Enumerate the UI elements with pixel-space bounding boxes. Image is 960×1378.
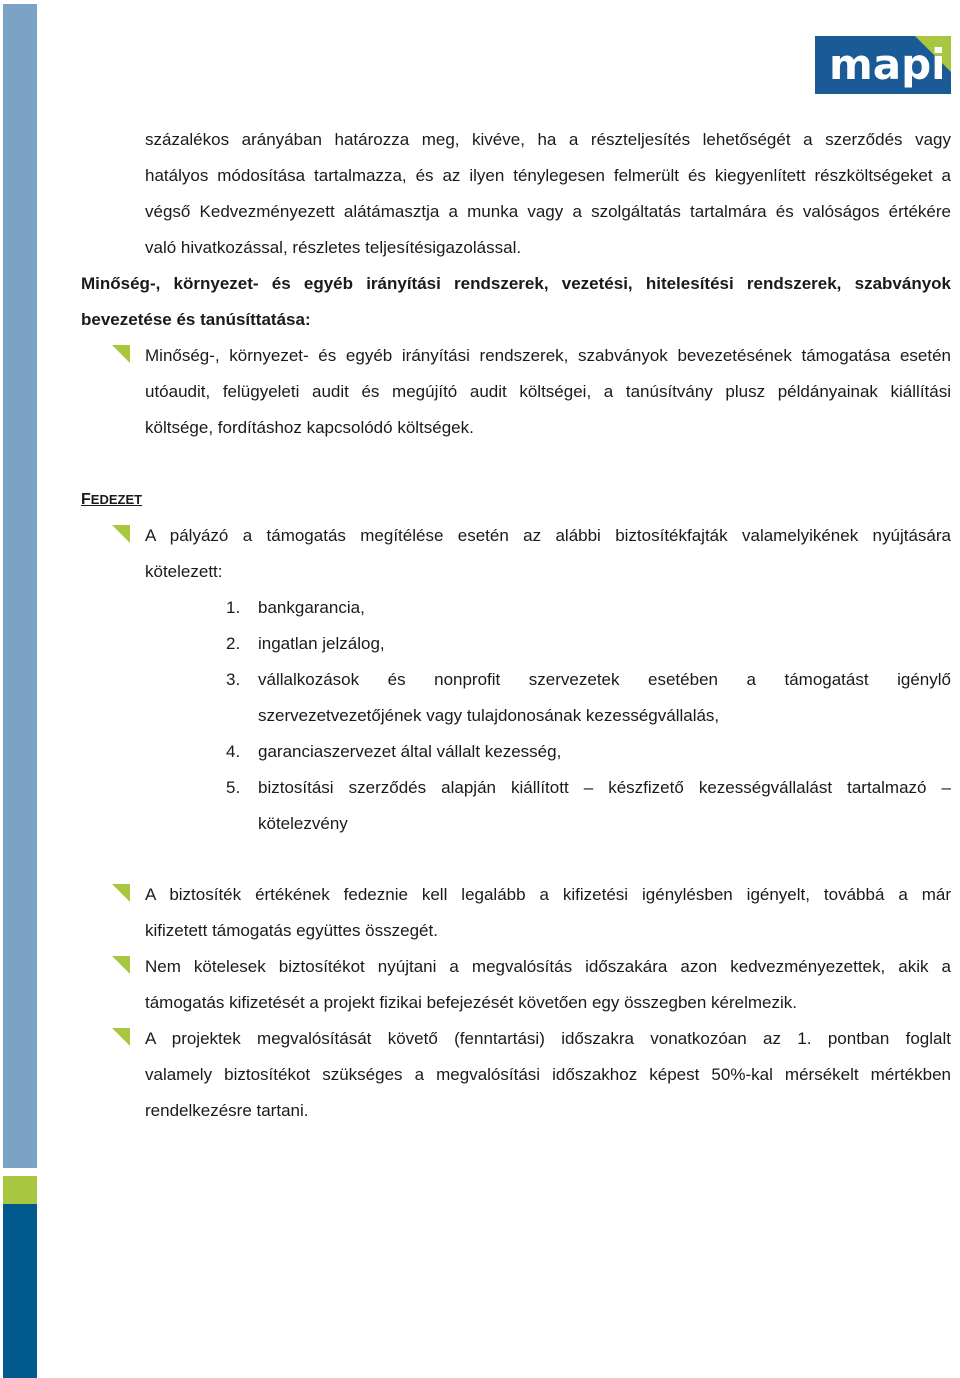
bullet-line: valamely biztosítékot szükséges a megvalósítási időszakhoz képest 50%-kal mérsékelt mértékben <box>145 1065 951 1084</box>
bullet-triangle-icon <box>112 345 130 363</box>
list-number: 3. <box>226 670 241 689</box>
bullet-triangle-icon <box>112 525 130 543</box>
list-item-continuation: kötelezvény <box>258 814 348 833</box>
quality-heading-line: bevezetése és tanúsíttatása: <box>81 310 311 329</box>
list-number: 1. <box>226 598 241 617</box>
bullet-line: támogatás kifizetését a projekt fizikai befejezését követően egy összegben kérelmezik. <box>145 993 798 1012</box>
list-item: garanciaszervezet által vállalt kezesség, <box>258 742 562 761</box>
bullet-line: rendelkezésre tartani. <box>145 1101 309 1120</box>
quality-heading-line: Minőség-, környezet- és egyéb irányítási rendszerek, vezetési, hitelesítési rendszerek, szabványok <box>81 274 951 293</box>
fedezet-intro-line: kötelezett: <box>145 562 223 581</box>
list-number: 2. <box>226 634 241 653</box>
side-bar-light-blue <box>3 4 37 1168</box>
intro-line: százalékos arányában határozza meg, kivéve, ha a részteljesítés lehetőségét a szerződés vagy <box>145 130 951 149</box>
side-bar-green <box>3 1176 37 1204</box>
intro-line: hatályos módosítása tartalmazza, és az ilyen ténylegesen felmerült és kiegyenlített részköltségeket a <box>145 166 951 185</box>
side-bar-dark-blue <box>3 1204 37 1378</box>
fedezet-intro-line: A pályázó a támogatás megítélése esetén az alábbi biztosítékfajták valamelyikének nyújtására <box>145 526 951 545</box>
mapi-logo <box>815 36 951 94</box>
list-item: bankgarancia, <box>258 598 365 617</box>
bullet-triangle-icon <box>112 956 130 974</box>
fedezet-heading <box>81 482 142 518</box>
intro-line: való hivatkozással, részletes teljesítésigazolással. <box>145 238 522 257</box>
list-number: 5. <box>226 778 241 797</box>
list-item: biztosítási szerződés alapján kiállított – készfizető kezességvállalást tartalmazó – <box>258 778 951 797</box>
fedezet-heading-rest: EDEZET <box>90 492 143 507</box>
quality-bullet-line: költsége, fordításhoz kapcsolódó költségek. <box>145 418 474 437</box>
bullet-triangle-icon <box>112 1028 130 1046</box>
quality-bullet-line: Minőség-, környezet- és egyéb irányítási rendszerek, szabványok bevezetésének támogatása esetén <box>145 346 951 365</box>
bullet-line: A projektek megvalósítását követő (fenntartási) időszakra vonatkozóan az 1. pontban foglalt <box>145 1029 951 1048</box>
intro-line: végső Kedvezményezett alátámasztja a munka vagy a szolgáltatás tartalmára és valóságos értékére <box>145 202 951 221</box>
list-item: vállalkozások és nonprofit szervezetek esetében a támogatást igénylő <box>258 670 951 689</box>
logo-text: mapi <box>829 40 946 89</box>
bullet-line: kifizetett támogatás együttes összegét. <box>145 921 438 940</box>
bullet-triangle-icon <box>112 884 130 902</box>
fedezet-heading-first: F <box>81 491 91 508</box>
list-item-continuation: szervezetvezetőjének vagy tulajdonosának kezességvállalás, <box>258 706 720 725</box>
quality-bullet-line: utóaudit, felügyeleti audit és megújító audit költségei, a tanúsítvány plusz példányainak kiállítási <box>145 382 951 401</box>
list-item: ingatlan jelzálog, <box>258 634 385 653</box>
bullet-line: Nem kötelesek biztosítékot nyújtani a megvalósítás időszakára azon kedvezményezettek, akik a <box>145 957 951 976</box>
bullet-line: A biztosíték értékének fedeznie kell legalább a kifizetési igénylésben igényelt, továbbá a már <box>145 885 951 904</box>
list-number: 4. <box>226 742 241 761</box>
